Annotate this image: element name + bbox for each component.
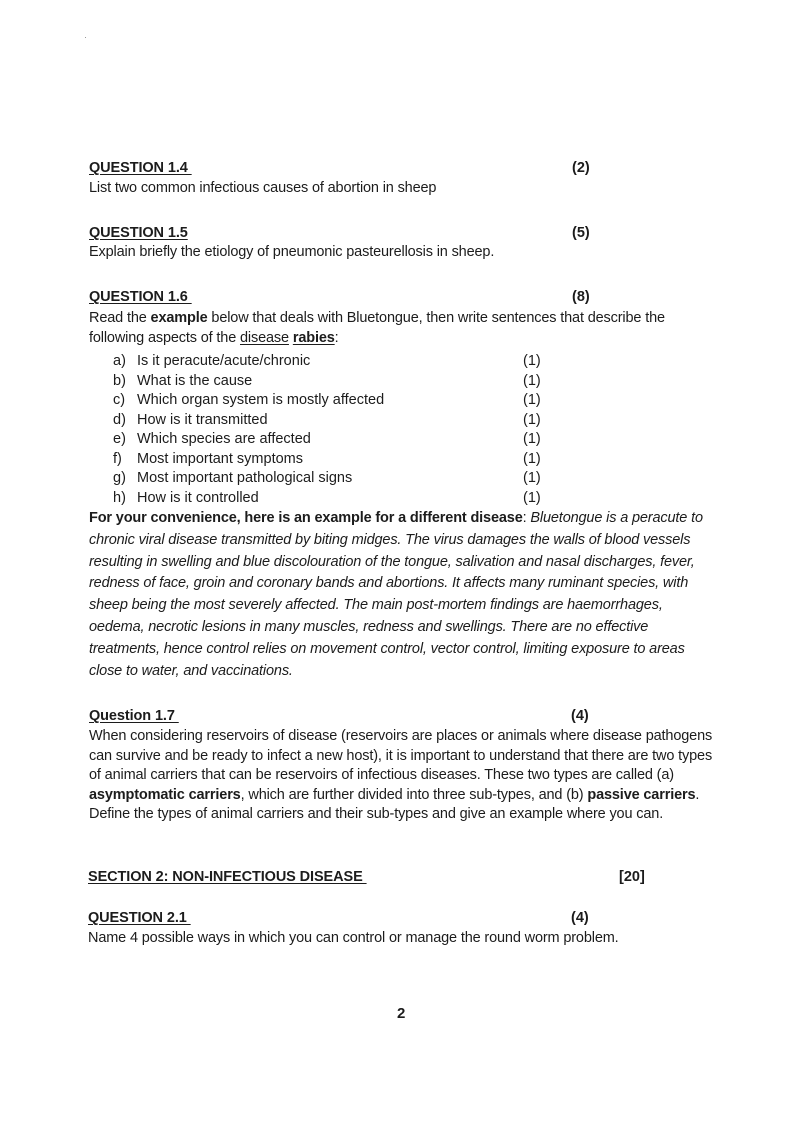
body-text: , which are further divided into three sub-types, and (b)	[240, 786, 588, 803]
example-colon: :	[522, 510, 531, 526]
list-item	[113, 412, 543, 432]
intro-text: below that deals with Bluetongue, then write sentences that describe the following aspects of the	[89, 310, 665, 346]
body-text: When considering reservoirs of disease (reservoirs are places or animals where disease pathogens can survive and be ready to infect a new host), it is important to understand that there are two types of animal carriers that can be reservoirs of infectious diseases. These two types are called (a)	[89, 728, 713, 783]
question-1-6-marks: (8)	[572, 289, 590, 305]
question-1-7-text	[89, 727, 721, 825]
item-marks: (1)	[523, 373, 541, 389]
list-item	[113, 470, 543, 490]
item-letter: f)	[113, 451, 122, 467]
item-letter: b)	[113, 373, 126, 389]
question-1-5-text: Explain briefly the etiology of pneumonic pasteurellosis in sheep.	[89, 244, 495, 260]
list-item	[113, 431, 543, 451]
item-label: Which species are affected	[137, 431, 311, 447]
item-letter: d)	[113, 412, 126, 428]
intro-colon: :	[334, 330, 339, 346]
list-item	[113, 353, 543, 373]
item-letter: a)	[113, 353, 126, 369]
item-label: Most important pathological signs	[137, 470, 353, 486]
intro-underline-disease: disease	[240, 330, 289, 346]
item-marks: (1)	[523, 353, 541, 369]
list-item	[113, 392, 543, 412]
question-1-5-heading: QUESTION 1.5	[89, 225, 188, 241]
question-1-5-marks: (5)	[572, 225, 590, 241]
item-label: Which organ system is mostly affected	[137, 392, 385, 408]
question-1-6-heading: QUESTION 1.6	[89, 289, 192, 305]
question-2-1-text: Name 4 possible ways in which you can control or manage the round worm problem.	[88, 930, 619, 946]
question-1-4-text: List two common infectious causes of abortion in sheep	[89, 180, 437, 196]
section-2-marks: [20]	[619, 869, 645, 885]
item-marks: (1)	[523, 392, 541, 408]
question-1-4-marks: (2)	[572, 160, 590, 176]
term-asymptomatic-carriers: asymptomatic carriers	[89, 786, 241, 803]
item-label: How is it transmitted	[137, 412, 268, 428]
item-label: What is the cause	[137, 373, 253, 389]
example-text: Bluetongue is a peracute to chronic viral disease transmitted by biting midges. The virus damages the walls of blood vessels resulting in swelling and blue discolouration of the tongue, salivation and nasal discharges, fever, redness of face, groin and coronary bands and abortions. It affects many ruminant species, with sheep being the most severely affected. The main post-mortem findings are haemorrhages, oedema, necrotic lesions in many muscles, redness and swellings. There are no effective treatments, hence control relies on movement control, vector control, limiting exposure to areas close to water, and vaccinations.	[89, 510, 703, 679]
item-marks: (1)	[523, 412, 541, 428]
item-marks: (1)	[523, 451, 541, 467]
item-letter: e)	[113, 431, 126, 447]
item-label: Most important symptoms	[137, 451, 303, 467]
item-marks: (1)	[523, 470, 541, 486]
example-lead: For your convenience, here is an example for a different disease	[89, 510, 523, 526]
body-text: . Define the types of animal carriers and their sub-types and give an example where you can.	[89, 786, 700, 822]
item-label: Is it peracute/acute/chronic	[137, 353, 311, 369]
question-2-1-heading: QUESTION 2.1	[88, 910, 191, 926]
list-item	[113, 373, 543, 393]
intro-text: Read the	[89, 310, 151, 326]
intro-emphasis-rabies: rabies	[292, 330, 335, 346]
item-letter: c)	[113, 392, 126, 408]
page-number: 2	[397, 1005, 406, 1022]
list-item	[113, 490, 543, 510]
question-1-6-intro	[89, 308, 709, 348]
question-1-7-heading: Question 1.7	[89, 708, 179, 724]
question-1-4-heading: QUESTION 1.4	[89, 160, 192, 176]
question-1-7-marks: (4)	[571, 708, 589, 724]
list-item	[113, 451, 543, 471]
scan-speck	[85, 37, 86, 38]
item-label: How is it controlled	[137, 490, 259, 506]
bluetongue-example	[89, 508, 721, 682]
intro-emphasis-example: example	[150, 310, 208, 326]
question-2-1-marks: (4)	[571, 910, 589, 926]
term-passive-carriers: passive carriers	[587, 786, 696, 803]
item-marks: (1)	[523, 431, 541, 447]
item-letter: g)	[113, 470, 126, 486]
section-2-heading: SECTION 2: NON-INFECTIOUS DISEASE	[88, 869, 367, 885]
item-marks: (1)	[523, 490, 541, 506]
item-letter: h)	[113, 490, 126, 506]
